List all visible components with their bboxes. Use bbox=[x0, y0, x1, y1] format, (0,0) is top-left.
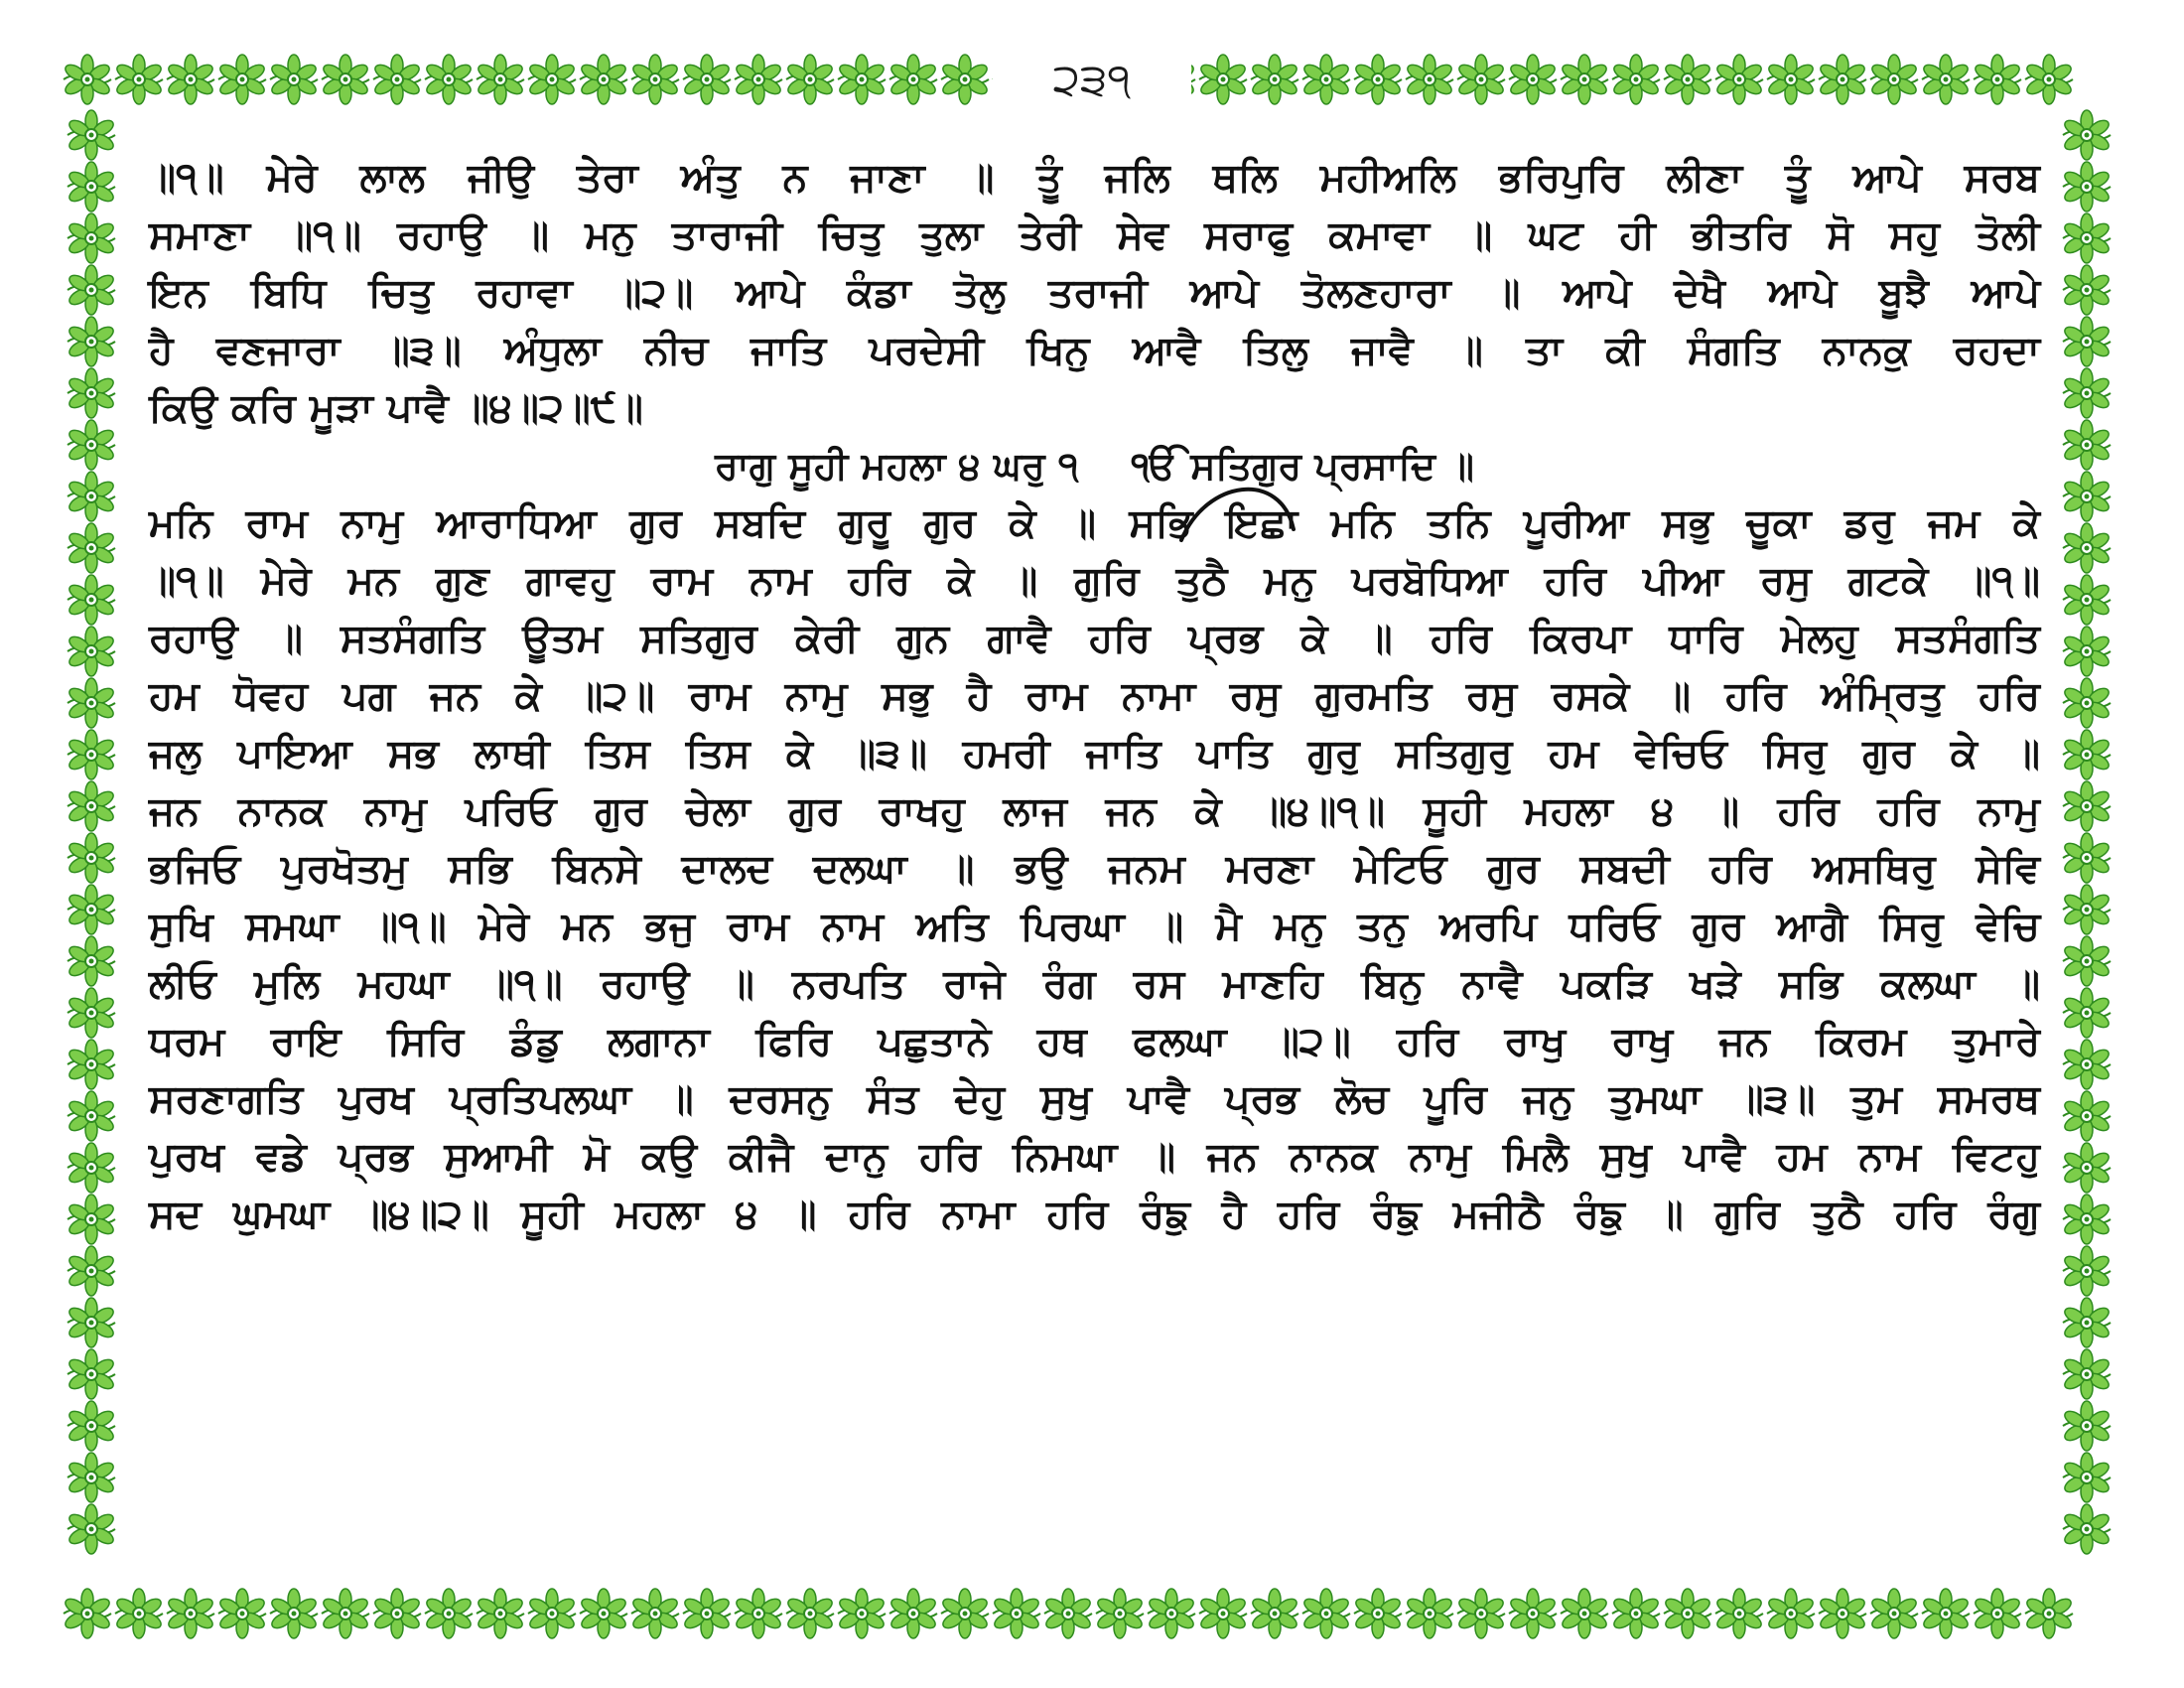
flower-ornament-icon bbox=[2061, 1400, 2113, 1452]
flower-ornament-icon bbox=[2061, 729, 2113, 780]
flower-ornament-icon bbox=[268, 1588, 320, 1639]
flower-ornament-icon bbox=[836, 1588, 887, 1639]
flower-ornament-icon bbox=[216, 54, 268, 105]
flower-ornament-icon bbox=[2061, 419, 2113, 471]
flower-ornament-icon bbox=[629, 1588, 681, 1639]
flower-ornament-icon bbox=[2061, 987, 2113, 1039]
flower-ornament-icon bbox=[1868, 54, 1920, 105]
flower-ornament-icon bbox=[66, 1039, 117, 1090]
border-bottom bbox=[62, 1584, 2116, 1643]
mool-heading: ੴ ਸਤਿਗੁਰ ਪ੍ਰਸਾਦਿ ॥ bbox=[1131, 444, 1474, 488]
text-line: ਰਹਾਉ ॥ ਸਤਸੰਗਤਿ ਊਤਮ ਸਤਿਗੁਰ ਕੇਰੀ ਗੁਨ ਗਾਵੈ ਹਰਿ ਪ੍ਰਭ ਕੇ ॥ ਹਰਿ ਕਿਰਪਾ ਧਾਰਿ ਮੇਲਹੁ ਸਤਸੰਗਤਿ bbox=[149, 616, 2040, 661]
flower-ornament-icon bbox=[66, 987, 117, 1039]
flower-ornament-icon bbox=[1455, 1588, 1507, 1639]
text-line: ॥੧॥ ਮੇਰੇ ਮਨ ਗੁਣ ਗਾਵਹੁ ਰਾਮ ਨਾਮ ਹਰਿ ਕੇ ॥ ਗੁਰਿ ਤੁਠੈ ਮਨੁ ਪਰਬੋਧਿਆ ਹਰਿ ਪੀਆ ਰਸੁ ਗਟਕੇ ॥੧॥ bbox=[149, 558, 2040, 604]
flower-ornament-icon bbox=[2061, 1090, 2113, 1142]
flower-ornament-icon bbox=[2061, 677, 2113, 729]
section-heading bbox=[149, 437, 2040, 494]
flower-ornament-icon bbox=[66, 316, 117, 367]
flower-ornament-icon bbox=[66, 729, 117, 780]
flower-ornament-icon bbox=[2061, 1348, 2113, 1400]
flower-ornament-icon bbox=[2061, 780, 2113, 832]
flower-ornament-icon bbox=[578, 54, 629, 105]
flower-ornament-icon bbox=[784, 1588, 836, 1639]
flower-ornament-icon bbox=[1765, 54, 1817, 105]
flower-ornament-icon bbox=[2023, 54, 2075, 105]
flower-ornament-icon bbox=[1662, 1588, 1713, 1639]
flower-ornament-icon bbox=[66, 677, 117, 729]
page-number-box bbox=[993, 50, 1191, 111]
flower-ornament-icon bbox=[2061, 626, 2113, 677]
flower-ornament-icon bbox=[2061, 1503, 2113, 1555]
flower-ornament-icon bbox=[939, 54, 991, 105]
flower-ornament-icon bbox=[2061, 574, 2113, 626]
flower-ornament-icon bbox=[2061, 161, 2113, 212]
flower-ornament-icon bbox=[216, 1588, 268, 1639]
flower-ornament-icon bbox=[1765, 1588, 1817, 1639]
flower-ornament-icon bbox=[475, 54, 526, 105]
flower-ornament-icon bbox=[66, 1503, 117, 1555]
text-line: ਧਰਮ ਰਾਇ ਸਿਰਿ ਡੰਡੁ ਲਗਾਨਾ ਫਿਰਿ ਪਛੁਤਾਨੇ ਹਥ ਫਲਘਾ ॥੨॥ ਹਰਿ ਰਾਖੁ ਰਾਖੁ ਜਨ ਕਿਰਮ ਤੁਮਾਰੇ bbox=[149, 1019, 2040, 1064]
flower-ornament-icon bbox=[1972, 1588, 2023, 1639]
flower-ornament-icon bbox=[1610, 1588, 1662, 1639]
flower-ornament-icon bbox=[66, 935, 117, 987]
flower-ornament-icon bbox=[66, 780, 117, 832]
flower-ornament-icon bbox=[2061, 367, 2113, 419]
flower-ornament-icon bbox=[629, 54, 681, 105]
text-line: ਹਮ ਧੋਵਹ ਪਗ ਜਨ ਕੇ ॥੨॥ ਰਾਮ ਨਾਮੁ ਸਭੁ ਹੈ ਰਾਮ ਨਾਮਾ ਰਸੁ ਗੁਰਮਤਿ ਰਸੁ ਰਸਕੇ ॥ ਹਰਿ ਅੰਮ੍ਰਿਤੁ ਹਰਿ bbox=[149, 673, 2040, 719]
flower-ornament-icon bbox=[733, 1588, 784, 1639]
flower-ornament-icon bbox=[836, 54, 887, 105]
flower-ornament-icon bbox=[2061, 316, 2113, 367]
flower-ornament-icon bbox=[526, 1588, 578, 1639]
flower-ornament-icon bbox=[784, 54, 836, 105]
flower-ornament-icon bbox=[887, 1588, 939, 1639]
flower-ornament-icon bbox=[2061, 1194, 2113, 1245]
flower-ornament-icon bbox=[991, 1588, 1042, 1639]
flower-ornament-icon bbox=[939, 1588, 991, 1639]
flower-ornament-icon bbox=[1868, 1588, 1920, 1639]
flower-ornament-icon bbox=[1920, 54, 1972, 105]
flower-ornament-icon bbox=[1559, 54, 1610, 105]
flower-ornament-icon bbox=[66, 522, 117, 574]
flower-ornament-icon bbox=[1920, 1588, 1972, 1639]
page-number: ੨੩੧ bbox=[1052, 55, 1132, 105]
flower-ornament-icon bbox=[423, 1588, 475, 1639]
flower-ornament-icon bbox=[1352, 1588, 1404, 1639]
flower-ornament-icon bbox=[66, 264, 117, 316]
flower-ornament-icon bbox=[66, 1400, 117, 1452]
flower-ornament-icon bbox=[1713, 1588, 1765, 1639]
flower-ornament-icon bbox=[66, 574, 117, 626]
flower-ornament-icon bbox=[66, 419, 117, 471]
text-line: ਹੈ ਵਣਜਾਰਾ ॥੩॥ ਅੰਧੁਲਾ ਨੀਚ ਜਾਤਿ ਪਰਦੇਸੀ ਖਿਨੁ ਆਵੈ ਤਿਲੁ ਜਾਵੈ ॥ ਤਾ ਕੀ ਸੰਗਤਿ ਨਾਨਕੁ ਰਹਦਾ bbox=[149, 328, 2040, 373]
flower-ornament-icon bbox=[2061, 832, 2113, 884]
flower-ornament-icon bbox=[1817, 54, 1868, 105]
flower-ornament-icon bbox=[66, 1194, 117, 1245]
text-line: ਸਦ ਘੁਮਘਾ ॥੪॥੨॥ ਸੂਹੀ ਮਹਲਾ ੪ ॥ ਹਰਿ ਨਾਮਾ ਹਰਿ ਰੰਙੁ ਹੈ ਹਰਿ ਰੰਙੁ ਮਜੀਠੈ ਰੰਙੁ ॥ ਗੁਰਿ ਤੁਠੈ ਹਰਿ ਰੰਗੁ bbox=[149, 1192, 2040, 1237]
flower-ornament-icon bbox=[113, 54, 165, 105]
text-line: ਜਨ ਨਾਨਕ ਨਾਮੁ ਪਰਿਓ ਗੁਰ ਚੇਲਾ ਗੁਰ ਰਾਖਹੁ ਲਾਜ ਜਨ ਕੇ ॥੪॥੧॥ ਸੂਹੀ ਮਹਲਾ ੪ ॥ ਹਰਿ ਹਰਿ ਨਾਮੁ bbox=[149, 788, 2040, 834]
flower-ornament-icon bbox=[2061, 264, 2113, 316]
flower-ornament-icon bbox=[1817, 1588, 1868, 1639]
text-line: ਜਲੁ ਪਾਇਆ ਸਭ ਲਾਥੀ ਤਿਸ ਤਿਸ ਕੇ ॥੩॥ ਹਮਰੀ ਜਾਤਿ ਪਾਤਿ ਗੁਰੁ ਸਤਿਗੁਰੁ ਹਮ ਵੇਚਿਓ ਸਿਰੁ ਗੁਰ ਕੇ ॥ bbox=[149, 731, 2040, 776]
flower-ornament-icon bbox=[371, 54, 423, 105]
flower-ornament-icon bbox=[1610, 54, 1662, 105]
border-left bbox=[62, 109, 121, 1584]
raag-heading: ਰਾਗੁ ਸੂਹੀ ਮਹਲਾ ੪ ਘਰੁ ੧ bbox=[715, 444, 1079, 488]
flower-ornament-icon bbox=[1042, 1588, 1094, 1639]
text-body bbox=[149, 149, 2040, 1243]
flower-ornament-icon bbox=[66, 626, 117, 677]
flower-ornament-icon bbox=[1559, 1588, 1610, 1639]
flower-ornament-icon bbox=[2061, 212, 2113, 264]
flower-ornament-icon bbox=[475, 1588, 526, 1639]
flower-ornament-icon bbox=[1094, 1588, 1146, 1639]
flower-ornament-icon bbox=[66, 832, 117, 884]
flower-ornament-icon bbox=[66, 1348, 117, 1400]
flower-ornament-icon bbox=[66, 1245, 117, 1297]
flower-ornament-icon bbox=[66, 884, 117, 935]
flower-ornament-icon bbox=[681, 54, 733, 105]
flower-ornament-icon bbox=[1507, 1588, 1559, 1639]
text-line: ਸਮਾਣਾ ॥੧॥ ਰਹਾਉ ॥ ਮਨੁ ਤਾਰਾਜੀ ਚਿਤੁ ਤੁਲਾ ਤੇਰੀ ਸੇਵ ਸਰਾਫੁ ਕਮਾਵਾ ॥ ਘਟ ਹੀ ਭੀਤਰਿ ਸੋ ਸਹੁ ਤੋਲੀ bbox=[149, 212, 2040, 258]
flower-ornament-icon bbox=[733, 54, 784, 105]
flower-ornament-icon bbox=[113, 1588, 165, 1639]
flower-ornament-icon bbox=[2061, 1297, 2113, 1348]
flower-ornament-icon bbox=[1662, 54, 1713, 105]
text-line: ਭਜਿਓ ਪੁਰਖੋਤਮੁ ਸਭਿ ਬਿਨਸੇ ਦਾਲਦ ਦਲਘਾ ॥ ਭਉ ਜਨਮ ਮਰਣਾ ਮੇਟਿਓ ਗੁਰ ਸਬਦੀ ਹਰਿ ਅਸਥਿਰੁ ਸੇਵਿ bbox=[149, 846, 2040, 892]
flower-ornament-icon bbox=[2061, 109, 2113, 161]
flower-ornament-icon bbox=[1404, 1588, 1455, 1639]
flower-ornament-icon bbox=[320, 54, 371, 105]
flower-ornament-icon bbox=[578, 1588, 629, 1639]
flower-ornament-icon bbox=[66, 109, 117, 161]
flower-ornament-icon bbox=[681, 1588, 733, 1639]
text-line: ਕਿਉ ਕਰਿ ਮੂੜਾ ਪਾਵੈ ॥੪॥੨॥੯॥ bbox=[149, 385, 643, 431]
text-line: ॥੧॥ ਮੇਰੇ ਲਾਲ ਜੀਉ ਤੇਰਾ ਅੰਤੁ ਨ ਜਾਣਾ ॥ ਤੂੰ ਜਲਿ ਥਲਿ ਮਹੀਅਲਿ ਭਰਿਪੁਰਿ ਲੀਣਾ ਤੂੰ ਆਪੇ ਸਰਬ bbox=[149, 155, 2040, 201]
flower-ornament-icon bbox=[1146, 1588, 1197, 1639]
flower-ornament-icon bbox=[887, 54, 939, 105]
flower-ornament-icon bbox=[66, 367, 117, 419]
flower-ornament-icon bbox=[371, 1588, 423, 1639]
flower-ornament-icon bbox=[320, 1588, 371, 1639]
flower-ornament-icon bbox=[2061, 1452, 2113, 1503]
border-right bbox=[2057, 109, 2116, 1584]
flower-ornament-icon bbox=[66, 1090, 117, 1142]
text-line: ਪੁਰਖ ਵਡੇ ਪ੍ਰਭ ਸੁਆਮੀ ਮੋ ਕਉ ਕੀਜੈ ਦਾਨੁ ਹਰਿ ਨਿਮਘਾ ॥ ਜਨ ਨਾਨਕ ਨਾਮੁ ਮਿਲੈ ਸੁਖੁ ਪਾਵੈ ਹਮ ਨਾਮ ਵਿਟਹੁ bbox=[149, 1134, 2040, 1180]
flower-ornament-icon bbox=[66, 1452, 117, 1503]
flower-ornament-icon bbox=[2061, 471, 2113, 522]
flower-ornament-icon bbox=[1972, 54, 2023, 105]
text-line: ਮਨਿ ਰਾਮ ਨਾਮੁ ਆਰਾਧਿਆ ਗੁਰ ਸਬਦਿ ਗੁਰੂ ਗੁਰ ਕੇ ॥ ਸਭਿ ਇਛਾ ਮਨਿ ਤਨਿ ਪੂਰੀਆ ਸਭੁ ਚੂਕਾ ਡਰੁ ਜਮ ਕੇ bbox=[149, 500, 2040, 546]
flower-ornament-icon bbox=[62, 1588, 113, 1639]
flower-ornament-icon bbox=[268, 54, 320, 105]
flower-ornament-icon bbox=[2061, 884, 2113, 935]
flower-ornament-icon bbox=[2023, 1588, 2075, 1639]
flower-ornament-icon bbox=[1455, 54, 1507, 105]
flower-ornament-icon bbox=[2061, 1142, 2113, 1194]
flower-ornament-icon bbox=[2061, 1245, 2113, 1297]
flower-ornament-icon bbox=[1300, 1588, 1352, 1639]
flower-ornament-icon bbox=[66, 471, 117, 522]
flower-ornament-icon bbox=[66, 212, 117, 264]
text-line: ਸਰਣਾਗਤਿ ਪੁਰਖ ਪ੍ਰਤਿਪਲਘਾ ॥ ਦਰਸਨੁ ਸੰਤ ਦੇਹੁ ਸੁਖੁ ਪਾਵੈ ਪ੍ਰਭ ਲੋਚ ਪੂਰਿ ਜਨੁ ਤੁਮਘਾ ॥੩॥ ਤੁਮ ਸਮਰਥ bbox=[149, 1076, 2040, 1122]
flower-ornament-icon bbox=[66, 1297, 117, 1348]
flower-ornament-icon bbox=[526, 54, 578, 105]
flower-ornament-icon bbox=[2061, 1039, 2113, 1090]
flower-ornament-icon bbox=[2061, 522, 2113, 574]
flower-ornament-icon bbox=[423, 54, 475, 105]
flower-ornament-icon bbox=[66, 1142, 117, 1194]
text-line: ਲੀਓ ਮੁਲਿ ਮਹਘਾ ॥੧॥ ਰਹਾਉ ॥ ਨਰਪਤਿ ਰਾਜੇ ਰੰਗ ਰਸ ਮਾਣਹਿ ਬਿਨੁ ਨਾਵੈ ਪਕੜਿ ਖੜੇ ਸਭਿ ਕਲਘਾ ॥ bbox=[149, 961, 2040, 1007]
flower-ornament-icon bbox=[1507, 54, 1559, 105]
flower-ornament-icon bbox=[62, 54, 113, 105]
text-line: ਇਨ ਬਿਧਿ ਚਿਤੁ ਰਹਾਵਾ ॥੨॥ ਆਪੇ ਕੰਡਾ ਤੋਲੁ ਤਰਾਜੀ ਆਪੇ ਤੋਲਣਹਾਰਾ ॥ ਆਪੇ ਦੇਖੈ ਆਪੇ ਬੂਝੈ ਆਪੇ bbox=[149, 270, 2040, 316]
flower-ornament-icon bbox=[66, 161, 117, 212]
flower-ornament-icon bbox=[1300, 54, 1352, 105]
flower-ornament-icon bbox=[1713, 54, 1765, 105]
flower-ornament-icon bbox=[2061, 935, 2113, 987]
flower-ornament-icon bbox=[165, 1588, 216, 1639]
flower-ornament-icon bbox=[1197, 1588, 1249, 1639]
flower-ornament-icon bbox=[1249, 1588, 1300, 1639]
flower-ornament-icon bbox=[1352, 54, 1404, 105]
text-line: ਸੁਖਿ ਸਮਘਾ ॥੧॥ ਮੇਰੇ ਮਨ ਭਜੁ ਰਾਮ ਨਾਮ ਅਤਿ ਪਿਰਘਾ ॥ ਮੈ ਮਨੁ ਤਨੁ ਅਰਪਿ ਧਰਿਓ ਗੁਰ ਆਗੈ ਸਿਰੁ ਵੇਚਿ bbox=[149, 904, 2040, 949]
flower-ornament-icon bbox=[165, 54, 216, 105]
flower-ornament-icon bbox=[1197, 54, 1249, 105]
flower-ornament-icon bbox=[1249, 54, 1300, 105]
flower-ornament-icon bbox=[1404, 54, 1455, 105]
